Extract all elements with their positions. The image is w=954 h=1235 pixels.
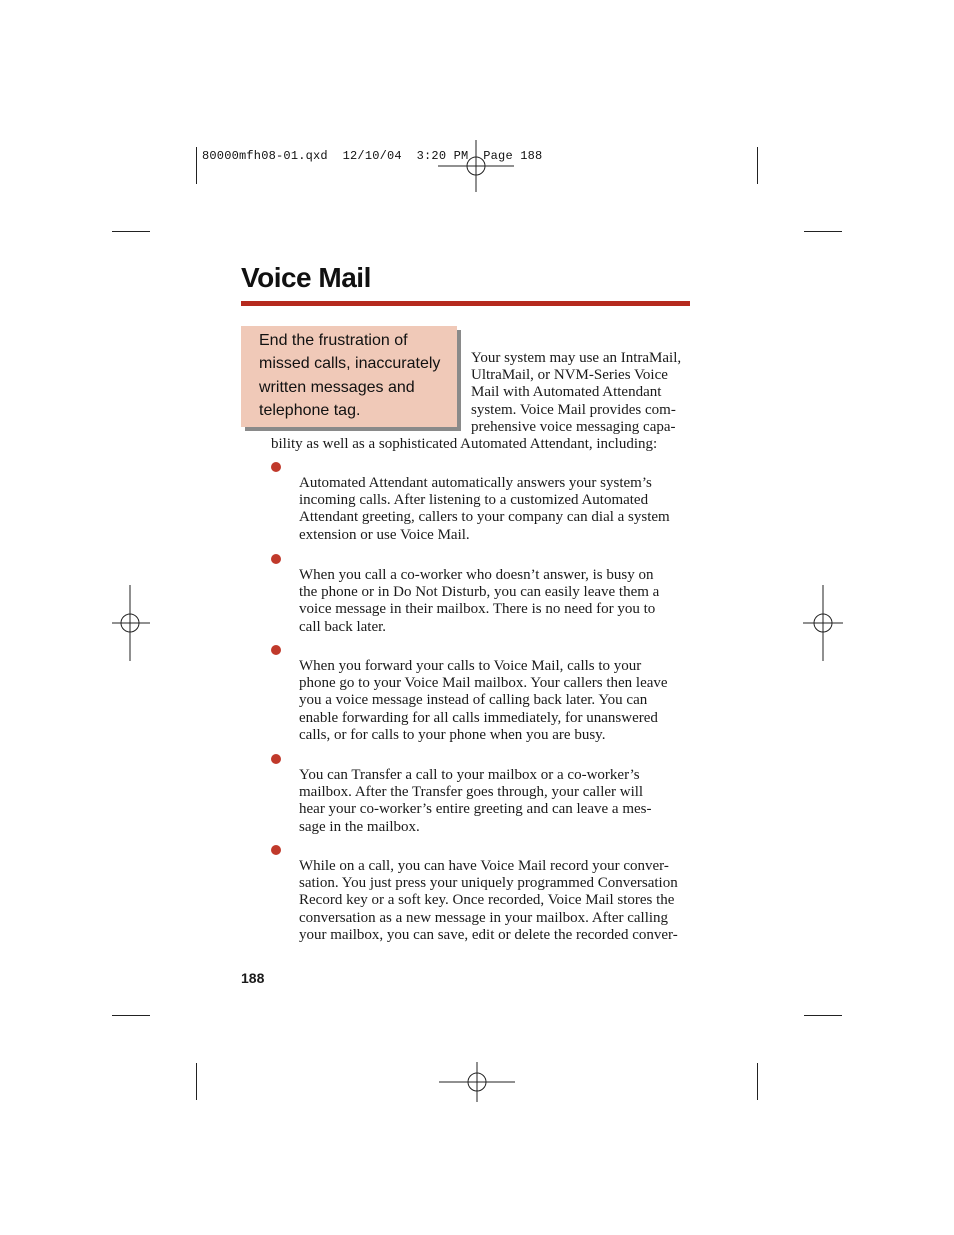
- registration-mark-icon: [438, 128, 514, 204]
- crop-mark: [804, 1015, 842, 1016]
- bullet-paragraph: [299, 475, 670, 544]
- paragraph-line: You can Transfer a call to your mailbox or a co-worker’s: [299, 767, 640, 783]
- paragraph-line: enable forwarding for all calls immediately, for unanswered: [299, 709, 658, 726]
- paragraph-line: mailbox. After the Transfer goes through, your caller will: [299, 784, 644, 801]
- callout-box: End the frustration of missed calls, inaccurately written messages and telephone tag.: [241, 326, 457, 427]
- intro-continuation: bility as well as a sophisticated Automated Attendant, including:: [271, 436, 658, 452]
- intro-paragraph: [471, 350, 696, 436]
- intro-line: Mail with Automated Attendant: [471, 384, 662, 401]
- paragraph-line: While on a call, you can have Voice Mail record your conver-: [299, 858, 669, 874]
- crop-mark: [804, 231, 842, 232]
- bullet-icon: [271, 845, 281, 855]
- bullet-paragraph: [299, 658, 668, 744]
- paragraph-line: Record key or a soft key. Once recorded, Voice Mail stores the: [299, 892, 675, 909]
- intro-line: prehensive voice messaging capa-: [471, 418, 676, 435]
- bullet-paragraph: [299, 567, 659, 636]
- paragraph-line: When you call a co-worker who doesn’t answer, is busy on: [299, 567, 654, 583]
- registration-mark-icon: [92, 585, 168, 661]
- paragraph-line: conversation as a new message in your mailbox. After calling: [299, 909, 669, 926]
- paragraph-line: Attendant greeting, callers to your company can dial a system: [299, 509, 670, 526]
- intro-line: system. Voice Mail provides com-: [471, 401, 676, 418]
- paragraph-line: sation. You just press your uniquely programmed Conversation: [299, 875, 678, 892]
- paragraph-line: phone go to your Voice Mail mailbox. Your callers then leave: [299, 675, 668, 692]
- intro-line: UltraMail, or NVM-Series Voice: [471, 367, 668, 384]
- bullet-icon: [271, 462, 281, 472]
- registration-mark-icon: [785, 585, 861, 661]
- title-rule: [241, 301, 690, 306]
- crop-mark: [196, 1063, 197, 1100]
- paragraph-line: the phone or in Do Not Disturb, you can easily leave them a: [299, 584, 660, 601]
- paragraph-line: When you forward your calls to Voice Mail, calls to your: [299, 658, 642, 674]
- paragraph-line: your mailbox, you can save, edit or delete the recorded conver-: [299, 926, 678, 943]
- intro-line: Your system may use an IntraMail,: [471, 350, 682, 366]
- bullet-icon: [271, 554, 281, 564]
- paragraph-line: hear your co-worker’s entire greeting and can leave a mes-: [299, 801, 652, 818]
- paragraph-line: calls, or for calls to your phone when you are busy.: [299, 726, 606, 743]
- bullet-paragraph: [299, 767, 651, 836]
- page-title: Voice Mail: [241, 262, 371, 293]
- page-number: 188: [241, 970, 265, 986]
- crop-mark: [112, 1015, 150, 1016]
- registration-mark-icon: [439, 1044, 515, 1120]
- crop-mark: [112, 231, 150, 232]
- crop-mark: [196, 147, 197, 184]
- paragraph-line: call back later.: [299, 618, 387, 635]
- bullet-icon: [271, 645, 281, 655]
- paragraph-line: voice message in their mailbox. There is no need for you to: [299, 601, 656, 618]
- paragraph-line: Automated Attendant automatically answers your system’s: [299, 475, 652, 491]
- bullet-icon: [271, 754, 281, 764]
- print-slug: 80000mfh08-01.qxd 12/10/04 3:20 PM Page 188: [202, 149, 543, 163]
- paragraph-line: you a voice message instead of calling back later. You can: [299, 692, 648, 709]
- paragraph-line: sage in the mailbox.: [299, 818, 420, 835]
- crop-mark: [757, 147, 758, 184]
- bullet-paragraph: [299, 858, 678, 944]
- crop-mark: [757, 1063, 758, 1100]
- paragraph-line: extension or use Voice Mail.: [299, 526, 470, 543]
- paragraph-line: incoming calls. After listening to a customized Automated: [299, 492, 649, 509]
